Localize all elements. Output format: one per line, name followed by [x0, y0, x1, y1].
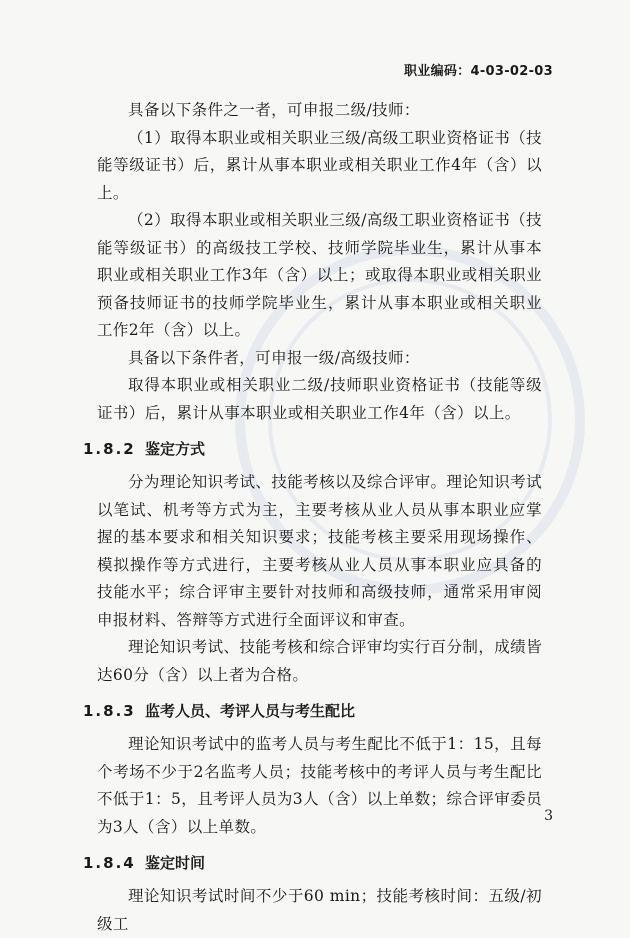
paragraph: 理论知识考试中的监考人员与考生配比不低于1：15，且每个考场不少于2名监考人员；技能考核中的考评人员与考生配比不低于1：5，且考评人员为3人（含）以上单数；综合评审委员为3人（含）以上单数。	[97, 735, 542, 836]
section-title: 鉴定时间	[145, 854, 206, 872]
section-title: 鉴定方式	[145, 440, 206, 458]
section-number: 1.8.2	[83, 440, 136, 458]
paragraph: 具备以下条件之一者，可申报二级/技师：	[128, 101, 420, 119]
page-number: 3	[544, 808, 553, 824]
paragraph: 取得本职业或相关职业二级/技师职业资格证书（技能等级证书）后，累计从事本职业或相关职业工作4年（含）以上。	[97, 376, 542, 422]
section-number: 1.8.3	[83, 702, 136, 720]
paragraph: 具备以下条件者，可申报一级/高级技师：	[128, 348, 420, 367]
section-heading-1-8-2	[83, 437, 542, 461]
paragraph: 分为理论知识考试、技能考核以及综合评审。理论知识考试以笔试、机考等方式为主，主要考核从业人员从事本职业应掌握的基本要求和相关知识要求；技能考核主要采用现场操作、模拟操作等方式进行，主要考核从业人员从事本职业应具备的技能水平；综合评审主要针对技师和高级技师，通常采用审阅申报材料、答辩等方式进行全面评议和审查。	[97, 473, 542, 629]
paragraph: （2）取得本职业或相关职业三级/高级工职业资格证书（技能等级证书）的高级技工学校、技师学院毕业生，累计从事本职业或相关职业工作3年（含）以上；或取得本职业或相关职业预备技师证书的技师学院毕业生，累计从事本职业或相关职业工作2年（含）以上。	[97, 211, 542, 339]
section-heading-1-8-4	[83, 851, 542, 875]
main-content	[83, 97, 542, 938]
eligibility-paragraphs	[97, 97, 542, 427]
section-heading-1-8-3	[83, 699, 542, 723]
section-title: 监考人员、考评人员与考生配比	[145, 702, 356, 720]
occupation-code: 职业编码：4-03-02-03	[403, 64, 553, 79]
paragraph: 理论知识考试、技能考核和综合评审均实行百分制，成绩皆达60分（含）以上者为合格。	[97, 638, 542, 684]
section-number: 1.8.4	[83, 854, 136, 872]
paragraph: 理论知识考试时间不少于60 min；技能考核时间：五级/初级工	[97, 887, 542, 933]
paragraph: （1）取得本职业或相关职业三级/高级工职业资格证书（技能等级证书）后，累计从事本职业或相关职业工作4年（含）以上。	[97, 128, 542, 202]
